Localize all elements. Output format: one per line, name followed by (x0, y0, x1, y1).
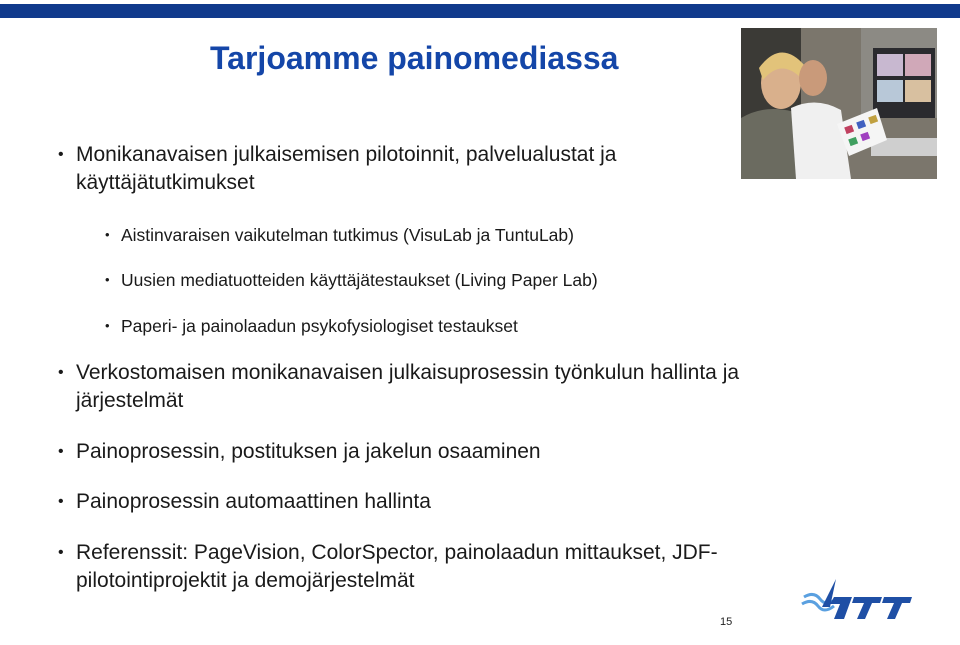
bullet-text-line: Uusien mediatuotteiden käyttäjätestaukset (Living Paper Lab) (121, 270, 598, 290)
bullet-text-line: Painoprosessin, postituksen ja jakelun osaaminen (76, 440, 541, 463)
bullet-text-line: Verkostomaisen monikanavaisen julkaisuprosessin työnkulun hallinta ja (76, 361, 740, 384)
bullet-dot: • (58, 364, 64, 381)
bullet-dot: • (58, 493, 64, 510)
bullet-dot: • (58, 443, 64, 460)
bullet-item (58, 141, 617, 197)
bullet-dot: • (58, 544, 64, 561)
sub-bullet-item (105, 314, 518, 338)
vtt-logo-mark (800, 577, 912, 621)
vtt-logo (800, 577, 912, 621)
bullet-item (58, 438, 541, 466)
bullet-text-line: Monikanavaisen julkaisemisen pilotoinnit, palvelualustat ja (76, 143, 617, 166)
bullet-text-line: järjestelmät (76, 389, 184, 412)
sub-bullet-item (105, 223, 574, 247)
bullet-text-line: Aistinvaraisen vaikutelman tutkimus (VisuLab ja TuntuLab) (121, 225, 574, 245)
bullet-text-line: Painoprosessin automaattinen hallinta (76, 490, 431, 513)
bullet-dot: • (105, 227, 110, 242)
bullet-item (58, 359, 740, 415)
bullet-dot: • (105, 318, 110, 333)
bullet-dot: • (105, 272, 110, 287)
photo-illustration (741, 28, 937, 179)
bullet-dot: • (58, 146, 64, 163)
bullet-text-line: Paperi- ja painolaadun psykofysiologiset testaukset (121, 316, 518, 336)
bullet-text-line: Referenssit: PageVision, ColorSpector, painolaadun mittaukset, JDF- (76, 541, 718, 564)
photo-people-reviewing-prints (741, 28, 937, 179)
top-bar (0, 4, 960, 18)
bullet-text-line: käyttäjätutkimukset (76, 171, 255, 194)
bullet-item (58, 488, 431, 516)
page-number: 15 (720, 616, 733, 628)
bullet-text-line: pilotointiprojektit ja demojärjestelmät (76, 569, 415, 592)
bullet-item (58, 539, 718, 595)
slide-title: Tarjoamme painomediassa (210, 40, 619, 76)
sub-bullet-item (105, 268, 598, 292)
